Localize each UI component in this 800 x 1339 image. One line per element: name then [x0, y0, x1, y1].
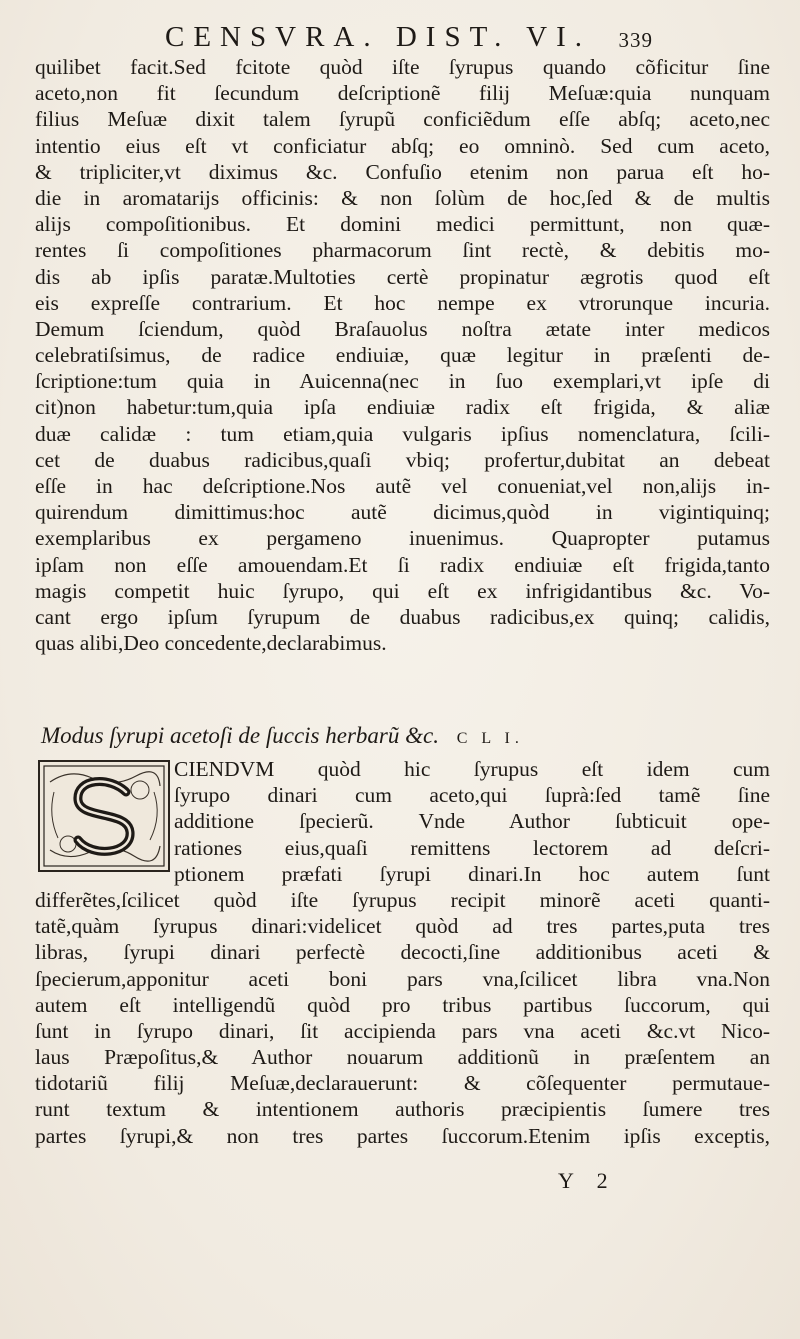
running-head [165, 20, 653, 56]
paragraph-2 [35, 756, 770, 1149]
text-line: ſcriptione:tum quia in Auicenna(nec in ſuo exemplari,vt ipſe di [35, 369, 770, 394]
text-line: libras, ſyrupi dinari perfectè decocti,ſine additionibus aceti & [35, 940, 770, 965]
text-line: CIENDVM quòd hic ſyrupus eſt idem cum [174, 757, 770, 781]
section-title: Modus ſyrupi acetoſi de ſuccis herbarũ &c. [41, 723, 439, 748]
text-line: die in aromatarijs officinis: & non ſolùm de hoc,ſed & de multis [35, 185, 770, 210]
page-number: 339 [618, 28, 653, 52]
text-line: dis ab ipſis paratæ.Multoties certè propinatur ægrotis quod eſt [35, 264, 770, 289]
running-title: CENSVRA. DIST. VI. [165, 21, 591, 53]
text-line: duæ calidæ : tum etiam,quia vulgaris ipſius nomenclatura, ſcili- [35, 421, 770, 446]
text-line: magis competit huic ſyrupo, qui eſt ex infrigidantibus &c. Vo- [35, 578, 770, 603]
text-line: filius Meſuæ dixit talem ſyrupũ conficiẽdum eſſe abſq; aceto,nec [35, 107, 770, 132]
text-line: & tripliciter,vt diximus &c. Confuſio etenim non parua eſt ho- [35, 159, 770, 184]
text-line: tatẽ,quàm ſyrupus dinari:videlicet quòd ad tres partes,puta tres [35, 914, 770, 939]
text-line: cant ergo ipſum ſyrupum de duabus radicibus,ex quinq; calidis, [35, 604, 770, 629]
text-line: celebratiſsimus, de radice endiuiæ, quæ legitur in præſenti de- [35, 343, 770, 368]
text-line: rentes ſi compoſitiones pharmacorum ſint rectè, & debitis mo- [35, 238, 770, 263]
text-line: partes ſyrupi,& non tres partes ſuccorum.Etenim ipſis exceptis, [35, 1123, 770, 1148]
text-line: intentio eius eſt vt conficiatur abſq; eo omninò. Sed cum aceto, [35, 133, 770, 158]
text-line: ipſam non eſſe amouendam.Et ſi radix endiuiæ eſt frigida,tanto [35, 552, 770, 577]
section-number: C L I. [456, 730, 524, 747]
text-line: tidotariũ filij Meſuæ,declarauerunt: & cõſequenter permutaue- [35, 1071, 770, 1096]
text-line: Demum ſciendum, quòd Braſauolus noſtra ætate inter medicos [35, 316, 770, 341]
text-line: differẽtes,ſcilicet quòd iſte ſyrupus recipit minorẽ aceti quanti- [35, 887, 770, 912]
text-line: alijs compoſitionibus. Et domini medici permittunt, non quæ- [35, 212, 770, 237]
text-line: additione ſpecierũ. Vnde Author ſubticuit ope- [174, 809, 770, 834]
text-line: ſpecierum,apponitur aceti boni pars vna,ſcilicet libra vna.Non [35, 966, 770, 991]
text-line: eis expreſſe contrarium. Et hoc nempe ex vtrorunque incuria. [35, 290, 770, 315]
text-line: ſyrupo dinari cum aceto,qui ſuprà:ſed tamẽ ſine [174, 783, 770, 808]
text-line: laus Præpoſitus,& Author nouarum additionũ in præſentem an [35, 1045, 770, 1070]
text-line: ptionem præfati ſyrupi dinari.In hoc autem ſunt [174, 861, 770, 886]
text-line: quas alibi,Deo concedente,declarabimus. [35, 631, 387, 656]
paragraph-1 [35, 54, 770, 656]
text-line: quirendum dimittimus:hoc autẽ dicimus,quòd in vigintiquinq; [35, 500, 770, 525]
text-line: rationes eius,quaſi remittens lectorem ad deſcri- [174, 835, 770, 860]
text-line: eſſe in hac deſcriptione.Nos autẽ vel conueniat,vel non,alijs in- [35, 474, 770, 498]
text-line: cit)non habetur:tum,quia ipſa endiuiæ radix eſt frigida, & aliæ [35, 395, 770, 420]
text-line: exemplaribus ex pergameno inuenimus. Quapropter putamus [35, 526, 770, 551]
signature-mark: Y 2 [558, 1168, 608, 1193]
text-line: quilibet facit.Sed fcitote quòd iſte ſyrupus quando cõficitur ſine [35, 55, 770, 79]
text-line: runt textum & intentionem authoris præcipientis ſumere tres [35, 1097, 770, 1122]
text-line: ſunt in ſyrupo dinari, ſit accipienda pars vna aceti &c.vt Nico- [35, 1018, 770, 1043]
text-line: aceto,non fit ſecundum deſcriptionẽ filij Meſuæ:quia nunquam [35, 81, 770, 106]
text-line: autem eſt intelligendũ quòd pro tribus partibus ſuccorum, qui [35, 992, 770, 1017]
section-heading [35, 718, 770, 754]
text-line: cet de duabus radicibus,quaſi vbiq; profertur,dubitat an debeat [35, 447, 770, 472]
